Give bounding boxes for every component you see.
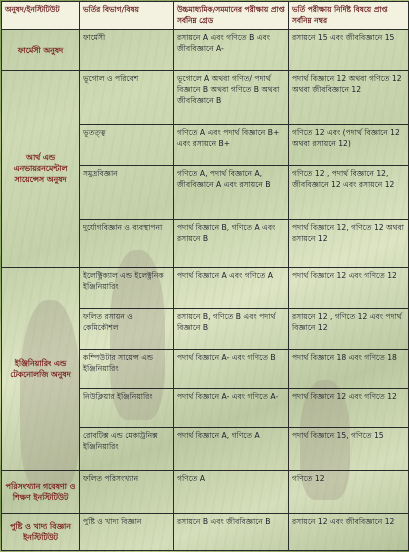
admission-marks-cell: রসায়নে 12 , গণিতে 12 এবং পদার্থ বিজ্ঞানে 12 [289, 308, 409, 349]
subject-cell: ভূগোল ও পরিবেশ [80, 71, 174, 125]
institute-cell: পুষ্টি ও খাদ্য বিজ্ঞান ইনস্টিটিউট [2, 514, 80, 551]
subject-cell: ভূতত্ত্ব [80, 125, 174, 166]
subject-cell: কম্পিউটার সায়েন্স এন্ড ইঞ্জিনিয়ারিং [80, 349, 174, 388]
subject-cell: ফলিত রসায়ন ও কেমিকৌশল [80, 308, 174, 349]
table-row [2, 71, 409, 125]
table-row [2, 30, 409, 71]
hsc-grade-cell: রসায়নে A এবং গণিতে B এবং জীববিজ্ঞানে A- [174, 30, 289, 71]
table-row [2, 470, 409, 513]
institute-cell: আর্থ এন্ড এনভায়রনমেন্টাল সায়েন্সেস অনুষদ [2, 71, 80, 268]
hsc-grade-cell: গণিতে A [174, 470, 289, 513]
hsc-grade-cell: পদার্থ বিজ্ঞানে A এবং গণিতে A [174, 267, 289, 308]
admission-marks-cell: পদার্থ বিজ্ঞানে 12 অথবা গণিতে 12 অথবা জীববিজ্ঞানে 12 [289, 71, 409, 125]
admission-marks-cell: পদার্থ বিজ্ঞানে 12 এবং গণিতে 12 [289, 388, 409, 427]
header-hsc-grade: উচ্চমাধ্যমিক/সমমানের পরীক্ষায় প্রাপ্ত সর্বনিম্ন গ্রেড [174, 2, 289, 30]
hsc-grade-cell: পদার্থ বিজ্ঞানে B, গণিতে A এবং রসায়নে B [174, 220, 289, 268]
admission-marks-cell: রসায়নে 15 এবং জীববিজ্ঞানে 15 [289, 30, 409, 71]
hsc-grade-cell: রসায়নে B, গণিতে B এবং পদার্থ বিজ্ঞানে B [174, 308, 289, 349]
admission-marks-cell: গণিতে 12 [289, 470, 409, 513]
table-row [2, 267, 409, 308]
institute-cell: পরিসংখ্যান গবেষণা ও শিক্ষণ ইনস্টিটিউট [2, 470, 80, 513]
hsc-grade-cell: পদার্থ বিজ্ঞানে A, গণিতে A [174, 427, 289, 470]
table-row [2, 514, 409, 551]
subject-cell: পুষ্টি ও খাদ্য বিজ্ঞান [80, 514, 174, 551]
subject-cell: সমুদ্রবিজ্ঞান [80, 166, 174, 220]
hsc-grade-cell: ভূগোলে A অথবা গণিত/ পদার্থ বিজ্ঞানে B অথবা গণিতে B অথবা জীববিজ্ঞানে B [174, 71, 289, 125]
admission-marks-cell: পদার্থ বিজ্ঞানে 12, গণিতে 12 অথবা রসায়নে 12 [289, 220, 409, 268]
subject-cell: ফলিত পরিসংখ্যান [80, 470, 174, 513]
institute-cell: ফার্মেসী অনুষদ [2, 30, 80, 71]
hsc-grade-cell: রসায়নে B এবং জীববিজ্ঞানে B [174, 514, 289, 551]
header-subject: ভর্তির বিভাগ/বিষয় [80, 2, 174, 30]
subject-cell: ফার্মেসী [80, 30, 174, 71]
admission-marks-cell: গণিতে 12 এবং (পদার্থ বিজ্ঞানে 12 অথবা রসায়নে 12) [289, 125, 409, 166]
subject-cell: রোবটিক্স এন্ড মেকাট্রনিক্স ইঞ্জিনিয়ারিং [80, 427, 174, 470]
admission-marks-cell: রসায়নে 12 এবং জীববিজ্ঞানে 12 [289, 514, 409, 551]
admission-marks-cell: গণিতে 12 , পদার্থ বিজ্ঞানে 12, জীববিজ্ঞানে 12 এবং রসায়নে 12 [289, 166, 409, 220]
institute-cell: ইঞ্জিনিয়ারিং এন্ড টেকনোলজি অনুষদ [2, 267, 80, 470]
admission-marks-cell: পদার্থ বিজ্ঞানে 15, গণিতে 15 [289, 427, 409, 470]
hsc-grade-cell: পদার্থ বিজ্ঞানে A- এবং গণিতে B [174, 349, 289, 388]
hsc-grade-cell: পদার্থ বিজ্ঞানে A- এবং গণিতে A- [174, 388, 289, 427]
admission-marks-cell: পদার্থ বিজ্ঞানে 12 এবং গণিতে 12 [289, 267, 409, 308]
table-header-row [2, 2, 409, 30]
hsc-grade-cell: গণিতে A এবং পদার্থ বিজ্ঞানে B+ এবং রসায়নে B+ [174, 125, 289, 166]
admission-requirements-table [1, 1, 409, 551]
subject-cell: দুর্যোগবিজ্ঞান ও ব্যবস্থাপনা [80, 220, 174, 268]
subject-cell: ইলেক্ট্রিক্যাল এন্ড ইলেক্ট্রনিক ইঞ্জিনিয়ারিং [80, 267, 174, 308]
admission-marks-cell: পদার্থ বিজ্ঞানে 18 এবং গণিতে 18 [289, 349, 409, 388]
subject-cell: নিউক্লিয়ার ইঞ্জিনিয়ারিং [80, 388, 174, 427]
header-admission-marks: ভর্তি পরীক্ষায় নির্দিষ্ট বিষয়ে প্রাপ্ত সর্বনিম্ন নম্বর [289, 2, 409, 30]
header-institute: অনুষদ/ইনস্টিটিউট [2, 2, 80, 30]
hsc-grade-cell: গণিতে A, পদার্থ বিজ্ঞানে A, জীববিজ্ঞানে A এবং রসায়নে B [174, 166, 289, 220]
